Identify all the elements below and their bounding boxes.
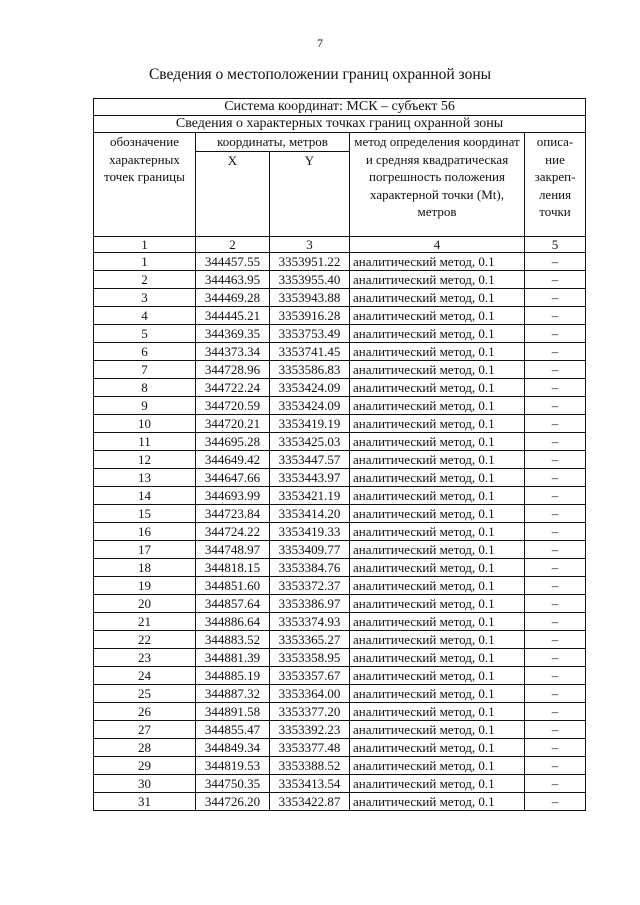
x-coordinate-cell: 344724.22	[196, 522, 270, 540]
table-row	[94, 774, 586, 792]
column-number: 5	[525, 236, 586, 252]
table-row	[94, 414, 586, 432]
method-cell: аналитический метод, 0.1	[350, 522, 525, 540]
y-coordinate-cell: 3353422.87	[270, 792, 350, 810]
y-coordinate-cell: 3353414.20	[270, 504, 350, 522]
boundary-points-table	[93, 98, 586, 811]
y-coordinate-cell: 3353358.95	[270, 648, 350, 666]
method-cell: аналитический метод, 0.1	[350, 414, 525, 432]
description-cell: –	[525, 378, 586, 396]
point-number-cell: 31	[94, 792, 196, 810]
description-cell: –	[525, 486, 586, 504]
method-cell: аналитический метод, 0.1	[350, 666, 525, 684]
description-cell: –	[525, 414, 586, 432]
table-row	[94, 486, 586, 504]
method-cell: аналитический метод, 0.1	[350, 468, 525, 486]
description-cell: –	[525, 792, 586, 810]
y-coordinate-cell: 3353364.00	[270, 684, 350, 702]
method-cell: аналитический метод, 0.1	[350, 288, 525, 306]
point-number-cell: 3	[94, 288, 196, 306]
column-number: 2	[196, 236, 270, 252]
point-number-cell: 15	[94, 504, 196, 522]
table-row	[94, 378, 586, 396]
point-number-cell: 25	[94, 684, 196, 702]
method-cell: аналитический метод, 0.1	[350, 648, 525, 666]
description-cell: –	[525, 756, 586, 774]
y-coordinate-cell: 3353586.83	[270, 360, 350, 378]
table-row	[94, 468, 586, 486]
y-coordinate-cell: 3353388.52	[270, 756, 350, 774]
description-cell: –	[525, 522, 586, 540]
point-number-cell: 22	[94, 630, 196, 648]
y-coordinate-cell: 3353447.57	[270, 450, 350, 468]
y-coordinate-cell: 3353943.88	[270, 288, 350, 306]
y-coordinate-cell: 3353384.76	[270, 558, 350, 576]
point-number-cell: 6	[94, 342, 196, 360]
table-row	[94, 450, 586, 468]
y-coordinate-cell: 3353365.27	[270, 630, 350, 648]
point-number-cell: 19	[94, 576, 196, 594]
y-coordinate-cell: 3353955.40	[270, 270, 350, 288]
x-coordinate-cell: 344723.84	[196, 504, 270, 522]
x-coordinate-cell: 344647.66	[196, 468, 270, 486]
point-number-cell: 1	[94, 252, 196, 270]
x-coordinate-cell: 344469.28	[196, 288, 270, 306]
method-cell: аналитический метод, 0.1	[350, 756, 525, 774]
x-coordinate-cell: 344857.64	[196, 594, 270, 612]
table-row	[94, 576, 586, 594]
point-number-cell: 20	[94, 594, 196, 612]
column-number: 1	[94, 236, 196, 252]
description-cell: –	[525, 576, 586, 594]
description-cell: –	[525, 720, 586, 738]
table-row	[94, 540, 586, 558]
method-cell: аналитический метод, 0.1	[350, 540, 525, 558]
point-number-cell: 23	[94, 648, 196, 666]
point-number-cell: 18	[94, 558, 196, 576]
method-cell: аналитический метод, 0.1	[350, 792, 525, 810]
point-number-cell: 21	[94, 612, 196, 630]
point-number-cell: 30	[94, 774, 196, 792]
table-row	[94, 252, 586, 270]
x-coordinate-cell: 344720.21	[196, 414, 270, 432]
column-number: 3	[270, 236, 350, 252]
point-number-cell: 24	[94, 666, 196, 684]
point-number-cell: 2	[94, 270, 196, 288]
method-cell: аналитический метод, 0.1	[350, 774, 525, 792]
table-row	[94, 324, 586, 342]
description-cell: –	[525, 252, 586, 270]
x-coordinate-cell: 344849.34	[196, 738, 270, 756]
description-cell: –	[525, 648, 586, 666]
description-cell: –	[525, 630, 586, 648]
method-cell: аналитический метод, 0.1	[350, 396, 525, 414]
description-cell: –	[525, 450, 586, 468]
table-row	[94, 792, 586, 810]
description-header: описа-ние закреп-ления точки	[525, 133, 586, 237]
table-row	[94, 558, 586, 576]
table-row	[94, 630, 586, 648]
y-coordinate-cell: 3353374.93	[270, 612, 350, 630]
point-number-cell: 5	[94, 324, 196, 342]
x-coordinate-cell: 344445.21	[196, 306, 270, 324]
point-number-cell: 16	[94, 522, 196, 540]
description-cell: –	[525, 684, 586, 702]
table-row	[94, 648, 586, 666]
x-coordinate-cell: 344881.39	[196, 648, 270, 666]
method-cell: аналитический метод, 0.1	[350, 324, 525, 342]
table-row	[94, 342, 586, 360]
x-coordinate-cell: 344885.19	[196, 666, 270, 684]
description-cell: –	[525, 396, 586, 414]
table-row	[94, 270, 586, 288]
x-coordinate-cell: 344728.96	[196, 360, 270, 378]
method-cell: аналитический метод, 0.1	[350, 684, 525, 702]
x-coordinate-cell: 344695.28	[196, 432, 270, 450]
y-coordinate-cell: 3353419.33	[270, 522, 350, 540]
table-row	[94, 612, 586, 630]
description-cell: –	[525, 774, 586, 792]
x-coordinate-cell: 344720.59	[196, 396, 270, 414]
x-coordinate-cell: 344886.64	[196, 612, 270, 630]
description-cell: –	[525, 504, 586, 522]
y-coordinate-cell: 3353741.45	[270, 342, 350, 360]
x-coordinate-cell: 344819.53	[196, 756, 270, 774]
table-row	[94, 756, 586, 774]
description-cell: –	[525, 612, 586, 630]
table-row	[94, 702, 586, 720]
description-cell: –	[525, 432, 586, 450]
x-coordinate-cell: 344373.34	[196, 342, 270, 360]
method-cell: аналитический метод, 0.1	[350, 720, 525, 738]
x-coordinate-cell: 344748.97	[196, 540, 270, 558]
x-coordinate-cell: 344369.35	[196, 324, 270, 342]
x-coordinate-cell: 344891.58	[196, 702, 270, 720]
y-coordinate-cell: 3353392.23	[270, 720, 350, 738]
x-coordinate-cell: 344887.32	[196, 684, 270, 702]
y-coordinate-cell: 3353424.09	[270, 396, 350, 414]
method-cell: аналитический метод, 0.1	[350, 378, 525, 396]
x-coordinate-cell: 344883.52	[196, 630, 270, 648]
method-cell: аналитический метод, 0.1	[350, 450, 525, 468]
description-cell: –	[525, 702, 586, 720]
table-row	[94, 666, 586, 684]
x-coordinate-cell: 344818.15	[196, 558, 270, 576]
y-coordinate-cell: 3353372.37	[270, 576, 350, 594]
description-cell: –	[525, 738, 586, 756]
method-cell: аналитический метод, 0.1	[350, 432, 525, 450]
table-row	[94, 360, 586, 378]
method-cell: аналитический метод, 0.1	[350, 342, 525, 360]
x-coordinate-cell: 344693.99	[196, 486, 270, 504]
coordinate-system-row: Система координат: МСК – субъект 56	[94, 99, 586, 116]
y-coordinate-cell: 3353425.03	[270, 432, 350, 450]
y-coordinate-cell: 3353419.19	[270, 414, 350, 432]
description-cell: –	[525, 468, 586, 486]
description-cell: –	[525, 540, 586, 558]
description-cell: –	[525, 324, 586, 342]
y-coordinate-cell: 3353443.97	[270, 468, 350, 486]
y-coordinate-cell: 3353377.48	[270, 738, 350, 756]
y-coordinate-cell: 3353357.67	[270, 666, 350, 684]
point-number-cell: 8	[94, 378, 196, 396]
column-number: 4	[350, 236, 525, 252]
coordinates-header: координаты, метров	[196, 133, 350, 152]
point-number-cell: 11	[94, 432, 196, 450]
y-coordinate-cell: 3353753.49	[270, 324, 350, 342]
y-coordinate-cell: 3353424.09	[270, 378, 350, 396]
point-number-cell: 29	[94, 756, 196, 774]
point-id-header: обозначение характерных точек границы	[94, 133, 196, 237]
method-cell: аналитический метод, 0.1	[350, 738, 525, 756]
method-cell: аналитический метод, 0.1	[350, 558, 525, 576]
description-cell: –	[525, 288, 586, 306]
y-coordinate-cell: 3353409.77	[270, 540, 350, 558]
table-row	[94, 594, 586, 612]
page-number: 7	[317, 36, 323, 50]
y-coordinate-cell: 3353413.54	[270, 774, 350, 792]
method-cell: аналитический метод, 0.1	[350, 306, 525, 324]
x-coordinate-cell: 344649.42	[196, 450, 270, 468]
page-title: Сведения о местоположении границ охранной зоны	[148, 66, 492, 83]
method-cell: аналитический метод, 0.1	[350, 504, 525, 522]
table-row	[94, 684, 586, 702]
x-coordinate-cell: 344851.60	[196, 576, 270, 594]
point-number-cell: 27	[94, 720, 196, 738]
x-coordinate-cell: 344750.35	[196, 774, 270, 792]
method-header: метод определения координат и средняя квадратическая погрешность положения характерной точки (Mt), метров	[350, 133, 525, 237]
table-row	[94, 522, 586, 540]
description-cell: –	[525, 594, 586, 612]
description-cell: –	[525, 342, 586, 360]
y-header: Y	[270, 151, 350, 236]
point-number-cell: 13	[94, 468, 196, 486]
table-row	[94, 306, 586, 324]
method-cell: аналитический метод, 0.1	[350, 252, 525, 270]
x-coordinate-cell: 344855.47	[196, 720, 270, 738]
method-cell: аналитический метод, 0.1	[350, 630, 525, 648]
table-row	[94, 288, 586, 306]
x-coordinate-cell: 344463.95	[196, 270, 270, 288]
table-row	[94, 720, 586, 738]
point-number-cell: 28	[94, 738, 196, 756]
point-number-cell: 26	[94, 702, 196, 720]
method-cell: аналитический метод, 0.1	[350, 360, 525, 378]
method-cell: аналитический метод, 0.1	[350, 594, 525, 612]
x-coordinate-cell: 344726.20	[196, 792, 270, 810]
table-row	[94, 396, 586, 414]
point-number-cell: 17	[94, 540, 196, 558]
point-number-cell: 10	[94, 414, 196, 432]
description-cell: –	[525, 558, 586, 576]
y-coordinate-cell: 3353386.97	[270, 594, 350, 612]
point-number-cell: 12	[94, 450, 196, 468]
y-coordinate-cell: 3353916.28	[270, 306, 350, 324]
table-row	[94, 738, 586, 756]
x-coordinate-cell: 344722.24	[196, 378, 270, 396]
description-cell: –	[525, 360, 586, 378]
method-cell: аналитический метод, 0.1	[350, 270, 525, 288]
method-cell: аналитический метод, 0.1	[350, 612, 525, 630]
x-coordinate-cell: 344457.55	[196, 252, 270, 270]
description-cell: –	[525, 270, 586, 288]
y-coordinate-cell: 3353421.19	[270, 486, 350, 504]
method-cell: аналитический метод, 0.1	[350, 486, 525, 504]
y-coordinate-cell: 3353951.22	[270, 252, 350, 270]
points-info-row: Сведения о характерных точках границ охранной зоны	[94, 116, 586, 133]
table-row	[94, 432, 586, 450]
x-header: X	[196, 151, 270, 236]
description-cell: –	[525, 666, 586, 684]
y-coordinate-cell: 3353377.20	[270, 702, 350, 720]
point-number-cell: 14	[94, 486, 196, 504]
table-row	[94, 504, 586, 522]
point-number-cell: 7	[94, 360, 196, 378]
method-cell: аналитический метод, 0.1	[350, 702, 525, 720]
method-cell: аналитический метод, 0.1	[350, 576, 525, 594]
description-cell: –	[525, 306, 586, 324]
point-number-cell: 4	[94, 306, 196, 324]
point-number-cell: 9	[94, 396, 196, 414]
